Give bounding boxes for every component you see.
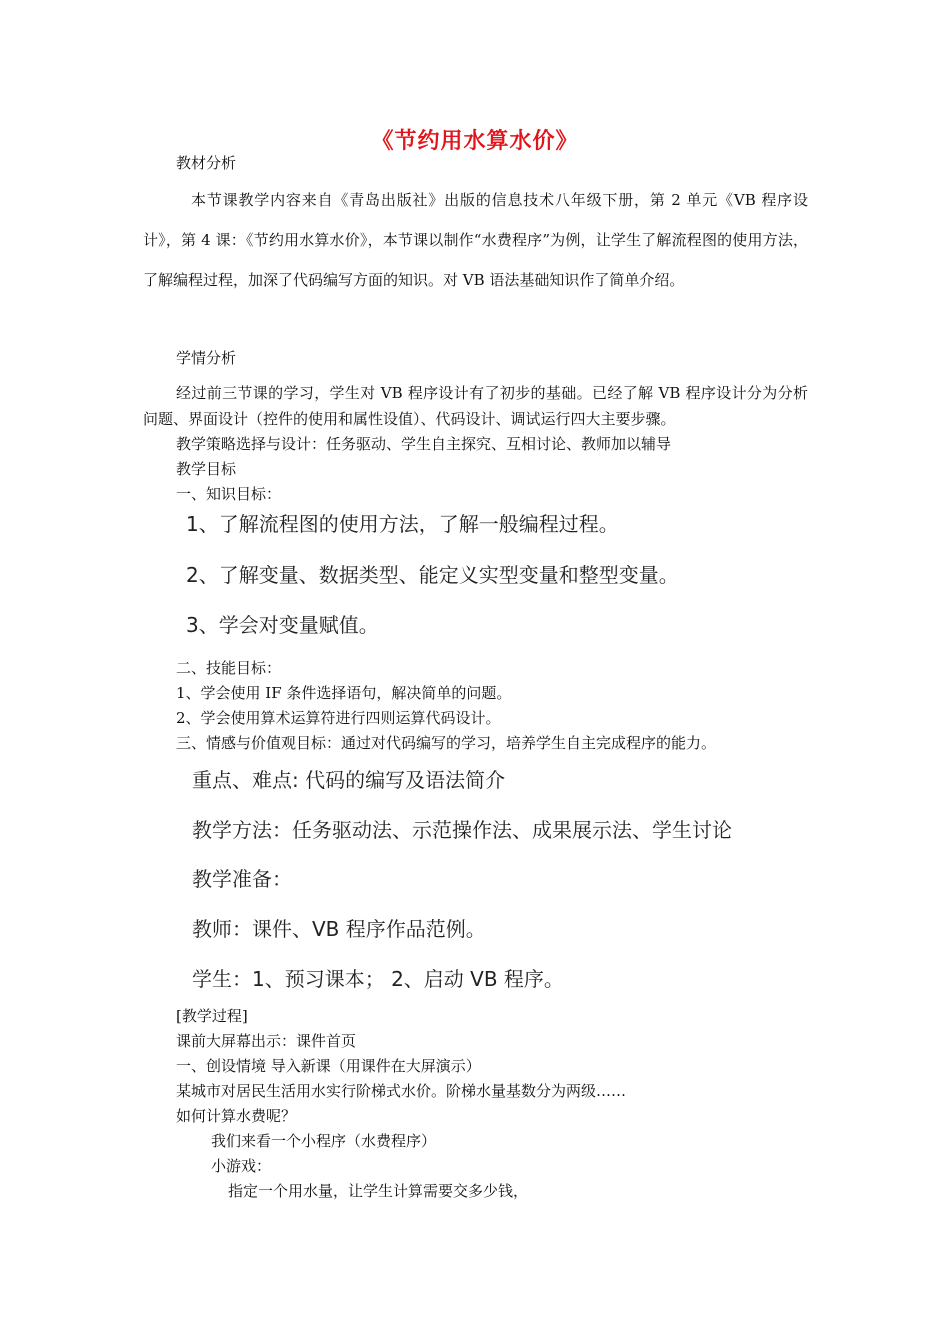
material-heading: 教材分析 [176,154,237,172]
skill-heading: 二、技能目标： [176,659,282,677]
emotion-goal: 三、情感与价值观目标：通过对代码编写的学习，培养学生自主完成程序的能力。 [176,734,717,752]
process-line: 一、创设情境 导入新课（用课件在大屏演示） [176,1057,481,1075]
process-indent-line: 指定一个用水量，让学生计算需要交多少钱， [228,1182,529,1200]
process-line: 课前大屏幕出示：课件首页 [176,1032,357,1050]
document-title: 《节约用水算水价》 [371,129,579,154]
process-indent-line: 我们来看一个小程序（水费程序） [211,1132,437,1150]
teaching-methods: 教学方法：任务驱动法、示范操作法、成果展示法、学生讨论 [192,818,732,842]
knowledge-heading: 一、知识目标： [176,485,282,503]
prep-teacher: 教师：课件、VB 程序作品范例。 [192,917,486,941]
skill-item: 1、学会使用 IF 条件选择语句，解决简单的问题。 [176,684,512,702]
skill-item: 2、学会使用算术运算符进行四则运算代码设计。 [176,709,501,727]
knowledge-item: 3、学会对变量赋值。 [186,613,379,637]
process-indent-line: 小游戏： [211,1157,272,1175]
prep-student: 学生：1、预习课本； 2、启动 VB 程序。 [192,967,564,991]
prep-heading: 教学准备： [192,867,292,891]
student-text: 经过前三节课的学习，学生对 VB 程序设计有了初步的基础。已经了解 VB 程序设计分为分析问题、界面设计（控件的使用和属性设值）、代码设计、调试运行四大主要步骤。 [143,384,808,428]
material-text: 本节课教学内容来自《青岛出版社》出版的信息技术八年级下册，第 2 单元《VB 程序设计》，第 4 课：《节约用水算水价》，本节课以制作“水费程序”为例，让学生了解流程图的使用方法，了解编程过程，加深了代码编写方面的知识。对 VB 语法基础知识作了简单介绍。 [143,191,808,289]
process-line: 某城市对居民生活用水实行阶梯式水价。阶梯水量基数分为两级…… [176,1082,627,1100]
knowledge-item: 1、了解流程图的使用方法，了解一般编程过程。 [186,512,619,536]
strategy-text: 教学策略选择与设计：任务驱动、学生自主探究、互相讨论、教师加以辅导 [176,435,672,453]
knowledge-item: 2、了解变量、数据类型、能定义实型变量和整型变量。 [186,563,679,587]
process-heading: [教学过程] [176,1007,248,1025]
key-points: 重点、难点: 代码的编写及语法简介 [192,768,506,792]
process-line: 如何计算水费呢？ [176,1107,297,1125]
goals-heading: 教学目标 [176,460,237,478]
student-heading: 学情分析 [176,349,237,367]
